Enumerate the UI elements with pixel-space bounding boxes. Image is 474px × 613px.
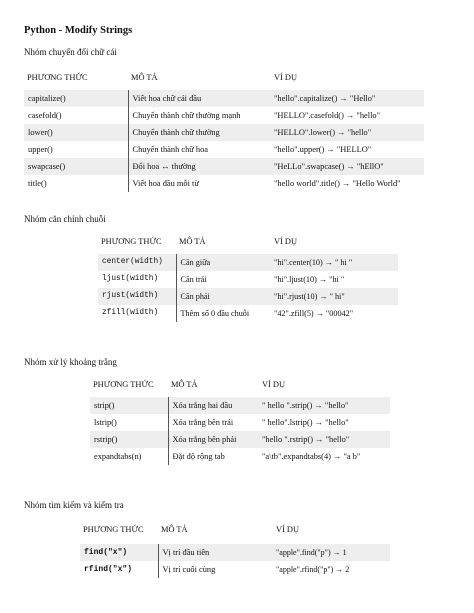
desc-cell: Thêm số 0 đầu chuỗi [180, 309, 250, 318]
table-row [98, 305, 398, 322]
header-desc: MÔ TẢ [161, 524, 188, 534]
desc-cell: Đổi hoa ↔ thường [128, 158, 268, 175]
example-cell: "apple".find("p") → 1 [270, 544, 390, 561]
method-cell: rjust(width) [98, 288, 176, 305]
desc-cell: Viết hoa chữ cái đầu [128, 90, 268, 107]
desc-cell: Chuyển thành chữ thường mạnh [132, 111, 241, 120]
table-case [24, 64, 424, 192]
example-cell: "42".zfill(5) → "00042" [274, 309, 354, 318]
method-cell: casefold() [24, 107, 128, 124]
header-desc: MÔ TẢ [131, 72, 158, 82]
desc-cell: Đặt độ rộng tab [172, 452, 225, 461]
method-cell: rfind("x") [80, 561, 158, 578]
table-row [90, 414, 390, 431]
example-cell: " hello ".strip() → "hello" [256, 397, 390, 414]
header-desc: MÔ TẢ [179, 236, 206, 246]
table-row [24, 158, 424, 175]
example-cell: "hi".rjust(10) → " hi" [268, 288, 398, 305]
table-row [98, 288, 398, 305]
header-method: PHƯƠNG THỨC [101, 236, 162, 246]
table-row [98, 271, 398, 288]
example-cell: "hi".center(10) → " hi " [268, 254, 398, 271]
example-cell: "apple".rfind("p") → 2 [276, 565, 350, 574]
example-cell: "hello world".title() → "Hello World" [274, 179, 401, 188]
example-cell: "a\tb".expandtabs(4) → "a b" [262, 452, 361, 461]
example-cell: "HeLLo".swapcase() → "hEllO" [268, 158, 424, 175]
table-row [24, 175, 424, 192]
desc-cell: Chuyển thành chữ thường [128, 124, 268, 141]
section-title-align: Nhóm căn chỉnh chuỗi [24, 214, 106, 224]
method-cell: ljust(width) [98, 271, 176, 288]
method-cell: capitalize() [24, 90, 128, 107]
table-search [80, 514, 390, 578]
method-cell: lower() [24, 124, 128, 141]
table-row [80, 544, 390, 561]
desc-cell: Căn giữa [176, 254, 268, 271]
desc-cell: Căn trái [180, 275, 207, 284]
desc-cell: Xóa trắng bên trái [172, 418, 234, 427]
header-method: PHƯƠNG THỨC [93, 379, 154, 389]
example-cell: "HELLO".lower() → "hello" [268, 124, 424, 141]
method-cell: title() [24, 175, 128, 192]
desc-cell: Vị trí cuối cùng [162, 565, 216, 574]
method-cell: find("x") [80, 544, 158, 561]
section-title-search: Nhóm tìm kiếm và kiểm tra [24, 500, 124, 510]
table-row [24, 107, 424, 124]
method-cell: rstrip() [90, 431, 168, 448]
method-cell: zfill(width) [98, 305, 176, 322]
method-cell: swapcase() [24, 158, 128, 175]
header-method: PHƯƠNG THỨC [27, 72, 88, 82]
table-row [80, 561, 390, 578]
desc-cell: Chuyển thành chữ hoa [132, 145, 208, 154]
table-row [90, 397, 390, 414]
header-example: VÍ DỤ [274, 236, 298, 246]
table-whitespace [90, 371, 390, 465]
method-cell: expandtabs(n) [90, 448, 168, 465]
header-desc: MÔ TẢ [171, 379, 198, 389]
table-align [98, 228, 398, 322]
desc-cell: Vị trí đầu tiên [158, 544, 270, 561]
table-row [98, 254, 398, 271]
desc-cell: Căn phải [176, 288, 268, 305]
method-cell: lstrip() [90, 414, 168, 431]
desc-cell: Xóa trắng hai đầu [168, 397, 256, 414]
table-row [24, 141, 424, 158]
header-example: VÍ DỤ [262, 379, 286, 389]
header-example: VÍ DỤ [274, 72, 298, 82]
table-row [24, 124, 424, 141]
example-cell: "HELLO".casefold() → "hello" [274, 111, 381, 120]
example-cell: "hi".ljust(10) → "hi " [274, 275, 345, 284]
header-example: VÍ DỤ [276, 524, 300, 534]
desc-cell: Viết hoa đầu mỗi từ [132, 179, 199, 188]
desc-cell: Xóa trắng bên phải [168, 431, 256, 448]
section-title-case: Nhóm chuyển đổi chữ cái [24, 47, 117, 57]
header-method: PHƯƠNG THỨC [83, 524, 144, 534]
example-cell: "hello".upper() → "HELLO" [274, 145, 372, 154]
table-row [90, 431, 390, 448]
example-cell: "hello".capitalize() → "Hello" [268, 90, 424, 107]
method-cell: upper() [24, 141, 128, 158]
page-title: Python - Modify Strings [24, 25, 133, 36]
table-row [90, 448, 390, 465]
table-row [24, 90, 424, 107]
method-cell: center(width) [98, 254, 176, 271]
method-cell: strip() [90, 397, 168, 414]
example-cell: " hello".lstrip() → "hello" [262, 418, 349, 427]
example-cell: "hello ".rstrip() → "hello" [256, 431, 390, 448]
section-title-whitespace: Nhóm xử lý khoảng trắng [24, 357, 117, 367]
